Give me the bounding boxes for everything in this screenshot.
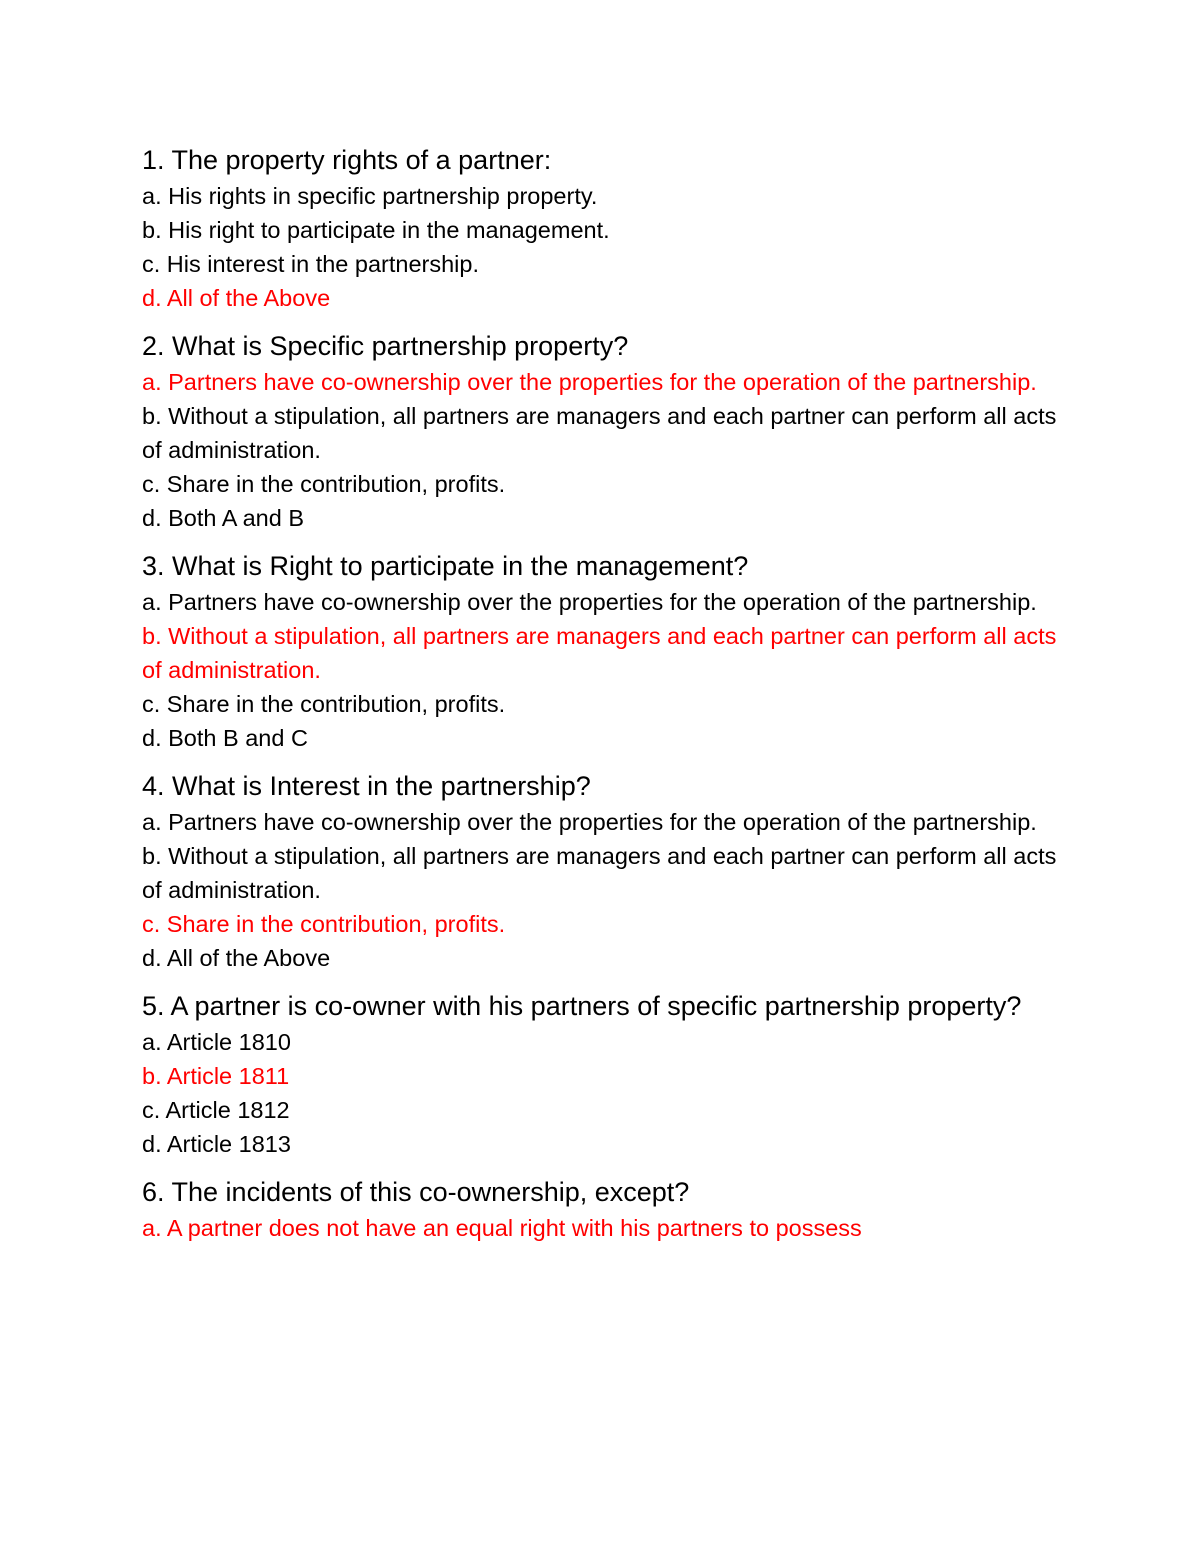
option-a: a. Partners have co-ownership over the properties for the operation of the partnership. bbox=[142, 369, 1037, 395]
option-b: b. Article 1811 bbox=[142, 1063, 290, 1089]
answer-options bbox=[142, 1211, 1062, 1245]
option-a: a. His rights in specific partnership property. bbox=[142, 183, 598, 209]
option-a: a. Partners have co-ownership over the properties for the operation of the partnership. bbox=[142, 589, 1037, 615]
option-c: c. Article 1812 bbox=[142, 1097, 290, 1123]
option-d: d. All of the Above bbox=[142, 945, 331, 971]
option-c: c. Share in the contribution, profits. bbox=[142, 691, 506, 717]
answer-options bbox=[142, 1025, 1062, 1161]
option-c: c. His interest in the partnership. bbox=[142, 251, 479, 277]
option-d: d. Both B and C bbox=[142, 725, 308, 751]
question-title: 3. What is Right to participate in the management? bbox=[142, 551, 749, 581]
answer-options bbox=[142, 365, 1062, 535]
option-c: c. Share in the contribution, profits. bbox=[142, 911, 506, 937]
option-b: b. Without a stipulation, all partners are managers and each partner can perform all acts of administration. bbox=[142, 403, 1057, 463]
option-d: d. All of the Above bbox=[142, 285, 331, 311]
quiz-content bbox=[142, 141, 1062, 1257]
question-1 bbox=[142, 141, 1062, 315]
question-title: 6. The incidents of this co-ownership, except? bbox=[142, 1177, 690, 1207]
option-a: a. Article 1810 bbox=[142, 1029, 291, 1055]
option-d: d. Both A and B bbox=[142, 505, 305, 531]
question-4 bbox=[142, 767, 1062, 975]
question-title: 5. A partner is co-owner with his partners of specific partnership property? bbox=[142, 991, 1022, 1021]
question-5 bbox=[142, 987, 1062, 1161]
answer-options bbox=[142, 805, 1062, 975]
option-a: a. A partner does not have an equal right with his partners to possess bbox=[142, 1215, 862, 1241]
answer-options bbox=[142, 179, 1062, 315]
question-title: 2. What is Specific partnership property? bbox=[142, 331, 629, 361]
option-b: b. Without a stipulation, all partners are managers and each partner can perform all acts of administration. bbox=[142, 623, 1057, 683]
question-6 bbox=[142, 1173, 1062, 1245]
question-2 bbox=[142, 327, 1062, 535]
question-3 bbox=[142, 547, 1062, 755]
option-b: b. Without a stipulation, all partners are managers and each partner can perform all acts of administration. bbox=[142, 843, 1057, 903]
option-b: b. His right to participate in the management. bbox=[142, 217, 610, 243]
answer-options bbox=[142, 585, 1062, 755]
option-d: d. Article 1813 bbox=[142, 1131, 291, 1157]
question-title: 1. The property rights of a partner: bbox=[142, 145, 552, 175]
option-a: a. Partners have co-ownership over the properties for the operation of the partnership. bbox=[142, 809, 1037, 835]
option-c: c. Share in the contribution, profits. bbox=[142, 471, 506, 497]
question-title: 4. What is Interest in the partnership? bbox=[142, 771, 591, 801]
